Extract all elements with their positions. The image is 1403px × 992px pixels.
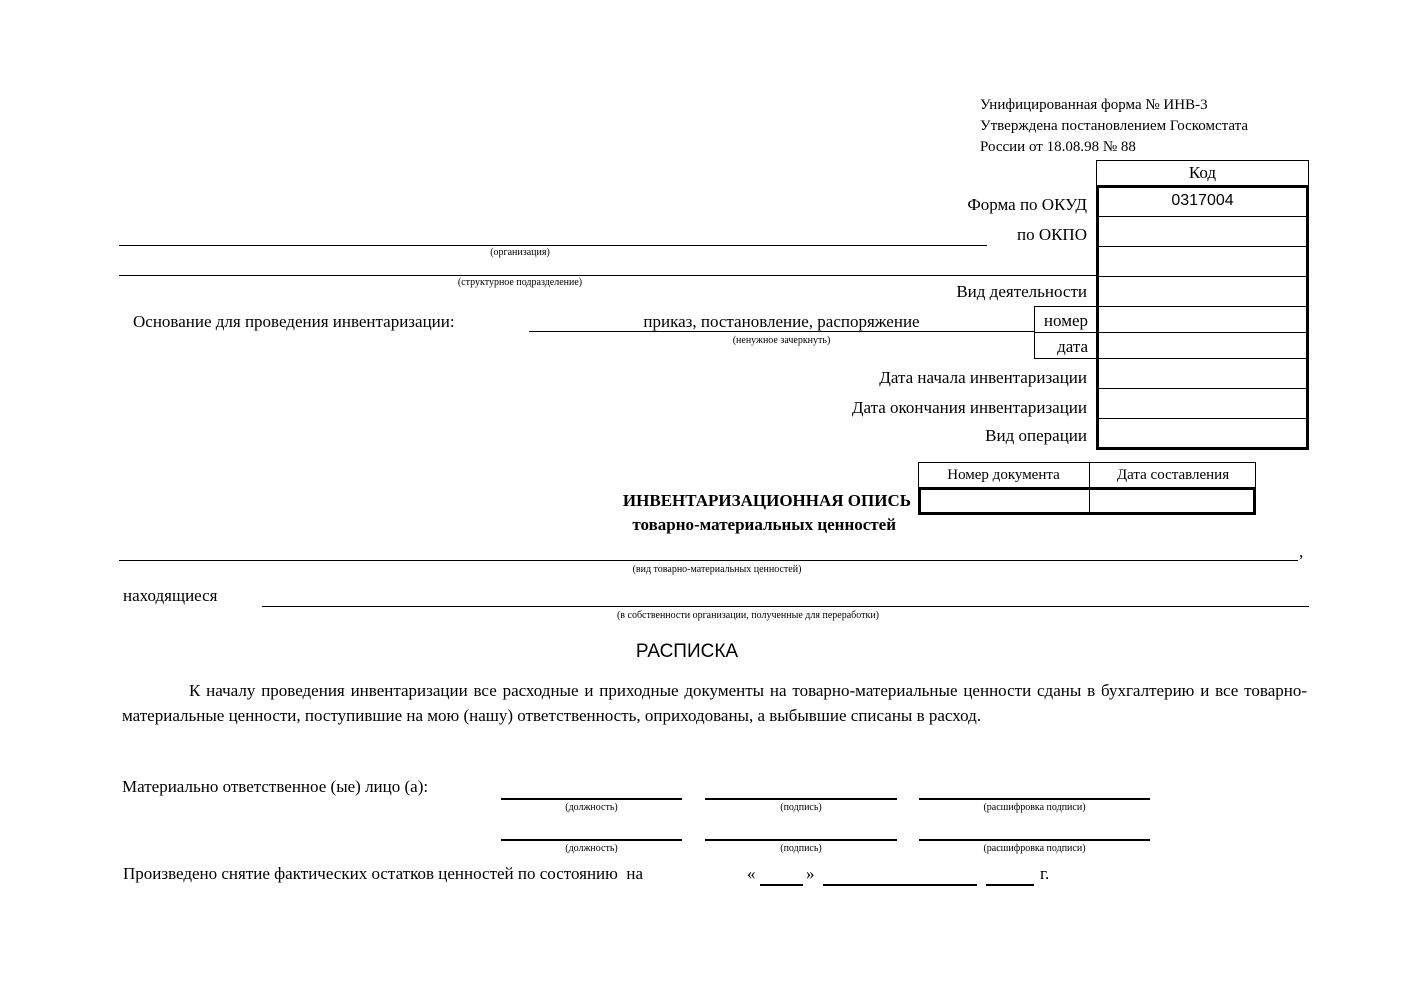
doc-date-field[interactable] bbox=[1091, 490, 1253, 512]
location-caption: (в собственности организации, полученные для переработки) bbox=[616, 610, 880, 621]
values-kind-line[interactable] bbox=[119, 560, 1298, 561]
position-caption-2: (должность) bbox=[565, 843, 618, 854]
stock-taking-text: Произведено снятие фактических остатков ценностей по состоянию на bbox=[123, 864, 644, 883]
position-line-1[interactable] bbox=[501, 798, 682, 800]
organization-caption: (организация) bbox=[490, 247, 550, 258]
end-date-field[interactable] bbox=[1099, 388, 1306, 389]
basis-date-field[interactable] bbox=[1099, 332, 1306, 333]
basis-label-divider bbox=[1034, 332, 1097, 333]
location-label: находящиеся bbox=[123, 586, 218, 605]
operation-field[interactable] bbox=[1099, 418, 1306, 419]
receipt-text: К началу проведения инвентаризации все расходные и приходные документы на товарно-материальные ценности сданы в бухгалтерию и все товарно-материальные ценности, поступившие на мою (нашу) ответственность, оприходованы, а выбывшие списаны в расход. bbox=[122, 681, 1307, 725]
doc-table-body-divider bbox=[1089, 490, 1090, 512]
signature-caption-2: (подпись) bbox=[780, 843, 822, 854]
okud-label: Форма по ОКУД bbox=[967, 195, 1087, 214]
division-line[interactable] bbox=[119, 275, 1097, 276]
operation-label: Вид операции bbox=[985, 426, 1087, 445]
decoding-caption-2: (расшифровка подписи) bbox=[983, 843, 1086, 854]
number-label: номер bbox=[1043, 311, 1088, 330]
document-title: ИНВЕНТАРИЗАЦИОННАЯ ОПИСЬ bbox=[622, 491, 911, 510]
basis-options: приказ, постановление, распоряжение bbox=[643, 312, 920, 331]
close-quote: » bbox=[806, 864, 815, 883]
code-header-label: Код bbox=[1188, 163, 1217, 182]
okpo-field[interactable] bbox=[1099, 216, 1306, 217]
code-box bbox=[1096, 185, 1309, 450]
signature-line-2[interactable] bbox=[705, 839, 897, 841]
decoding-line-1[interactable] bbox=[919, 798, 1150, 800]
start-date-field[interactable] bbox=[1099, 358, 1306, 359]
month-line[interactable] bbox=[823, 884, 977, 886]
okpo-label: по ОКПО bbox=[1016, 225, 1087, 244]
location-line[interactable] bbox=[262, 606, 1309, 607]
year-line[interactable] bbox=[986, 884, 1034, 886]
approval-line: Утверждена постановлением Госкомстата bbox=[980, 118, 1249, 134]
decoding-caption-1: (расшифровка подписи) bbox=[983, 802, 1086, 813]
day-line[interactable] bbox=[760, 884, 803, 886]
okud-field[interactable] bbox=[1099, 188, 1306, 215]
code-header-cell bbox=[1096, 160, 1309, 186]
activity-label: Вид деятельности bbox=[956, 282, 1087, 301]
basis-number-field[interactable] bbox=[1099, 306, 1306, 307]
decoding-line-2[interactable] bbox=[919, 839, 1150, 841]
receipt-heading: РАСПИСКА bbox=[635, 641, 739, 662]
organization-line[interactable] bbox=[119, 245, 987, 246]
signature-line-1[interactable] bbox=[705, 798, 897, 800]
values-kind-comma: , bbox=[1299, 542, 1304, 561]
division-caption: (структурное подразделение) bbox=[457, 277, 583, 288]
responsible-persons-label: Материально ответственное (ые) лицо (а): bbox=[122, 777, 429, 796]
doc-number-field[interactable] bbox=[921, 490, 1088, 512]
start-date-label: Дата начала инвентаризации bbox=[879, 368, 1087, 387]
year-suffix: г. bbox=[1040, 864, 1050, 883]
signature-caption-1: (подпись) bbox=[780, 802, 822, 813]
basis-caption: (ненужное зачеркнуть) bbox=[732, 335, 831, 346]
open-quote: « bbox=[747, 864, 756, 883]
approval-date: России от 18.08.98 № 88 bbox=[980, 139, 1136, 155]
okud-value: 0317004 bbox=[1171, 192, 1234, 209]
basis-label: Основание для проведения инвентаризации: bbox=[133, 312, 455, 331]
doc-number-header: Номер документа bbox=[947, 467, 1060, 483]
date-label: дата bbox=[1057, 337, 1088, 356]
document-subtitle: товарно-материальных ценностей bbox=[632, 515, 896, 534]
position-caption-1: (должность) bbox=[565, 802, 618, 813]
division-code-field[interactable] bbox=[1099, 246, 1306, 247]
form-name: Унифицированная форма № ИНВ-3 bbox=[980, 97, 1208, 113]
doc-date-header: Дата составления bbox=[1116, 467, 1230, 483]
values-kind-caption: (вид товарно-материальных ценностей) bbox=[632, 564, 802, 575]
end-date-label: Дата окончания инвентаризации bbox=[851, 398, 1087, 417]
activity-field[interactable] bbox=[1099, 276, 1306, 277]
position-line-2[interactable] bbox=[501, 839, 682, 841]
